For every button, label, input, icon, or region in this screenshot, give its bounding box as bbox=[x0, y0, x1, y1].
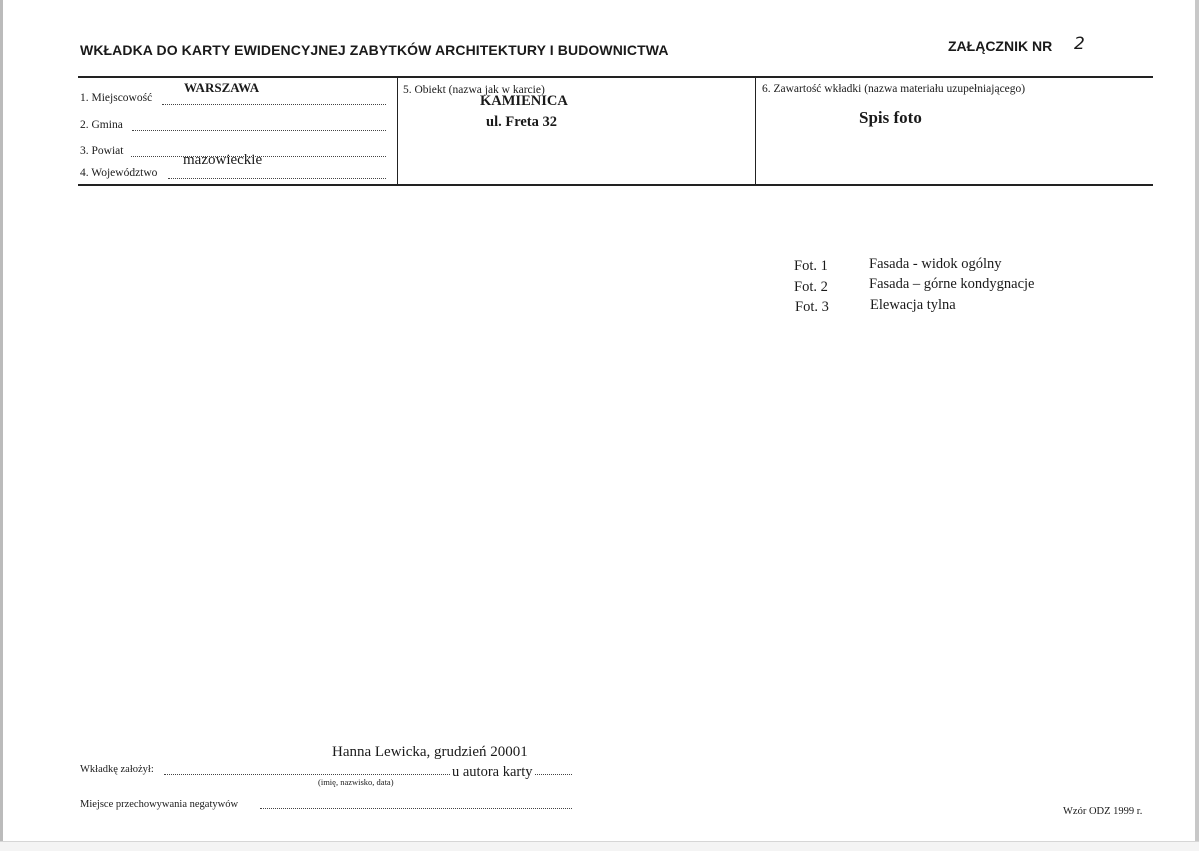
object-label: 5. Obiekt (nazwa jak w karcie) bbox=[403, 84, 545, 96]
table-bottom-border bbox=[78, 184, 1153, 186]
negatives-label: Miejsce przechowywania negatywów bbox=[80, 799, 239, 810]
contents-value: Spis foto bbox=[859, 108, 922, 127]
scan-bottom-edge bbox=[0, 841, 1199, 851]
created-by-value: Hanna Lewicka, grudzień 20001 bbox=[332, 744, 528, 760]
miejscowosc-value: WARSZAWA bbox=[184, 80, 260, 95]
created-by-hint: (imię, nazwisko, data) bbox=[318, 777, 394, 787]
gmina-field-line bbox=[132, 130, 386, 131]
attachment-label: ZAŁĄCZNIK NR bbox=[948, 38, 1053, 54]
wojewodztwo-field-line bbox=[168, 178, 386, 179]
miejscowosc-label: 1. Miejscowość bbox=[80, 92, 153, 104]
negatives-field-line bbox=[260, 808, 572, 809]
author-note: u autora karty bbox=[452, 764, 533, 780]
wojewodztwo-label: 4. Województwo bbox=[80, 167, 158, 179]
wojewodztwo-value: mazowieckie bbox=[183, 152, 263, 168]
scan-left-edge bbox=[0, 0, 3, 851]
created-by-label: Wkładkę założył: bbox=[80, 764, 154, 775]
contents-label: 6. Zawartość wkładki (nazwa materiału uzupełniającego) bbox=[762, 83, 1026, 95]
template-mark: Wzór ODZ 1999 r. bbox=[1063, 806, 1143, 817]
object-address: ul. Freta 32 bbox=[486, 114, 558, 130]
object-name: KAMIENICA bbox=[480, 93, 568, 109]
photo-number: Fot. 1 bbox=[794, 258, 828, 274]
miejscowosc-field-line bbox=[162, 104, 386, 105]
attachment-number: 2 bbox=[1074, 34, 1085, 54]
photo-number: Fot. 3 bbox=[795, 299, 829, 315]
photo-number: Fot. 2 bbox=[794, 279, 828, 295]
table-divider-2 bbox=[755, 77, 756, 185]
photo-description: Fasada – górne kondygnacje bbox=[869, 276, 1035, 292]
powiat-label: 3. Powiat bbox=[80, 145, 124, 157]
table-divider-1 bbox=[397, 77, 398, 185]
photo-description: Fasada - widok ogólny bbox=[869, 256, 1002, 272]
gmina-label: 2. Gmina bbox=[80, 119, 123, 131]
table-top-border bbox=[78, 76, 1153, 78]
photo-description: Elewacja tylna bbox=[870, 297, 956, 313]
scan-right-edge bbox=[1195, 0, 1199, 851]
form-title: WKŁADKA DO KARTY EWIDENCYJNEJ ZABYTKÓW ARCHITEKTURY I BUDOWNICTWA bbox=[80, 42, 669, 58]
